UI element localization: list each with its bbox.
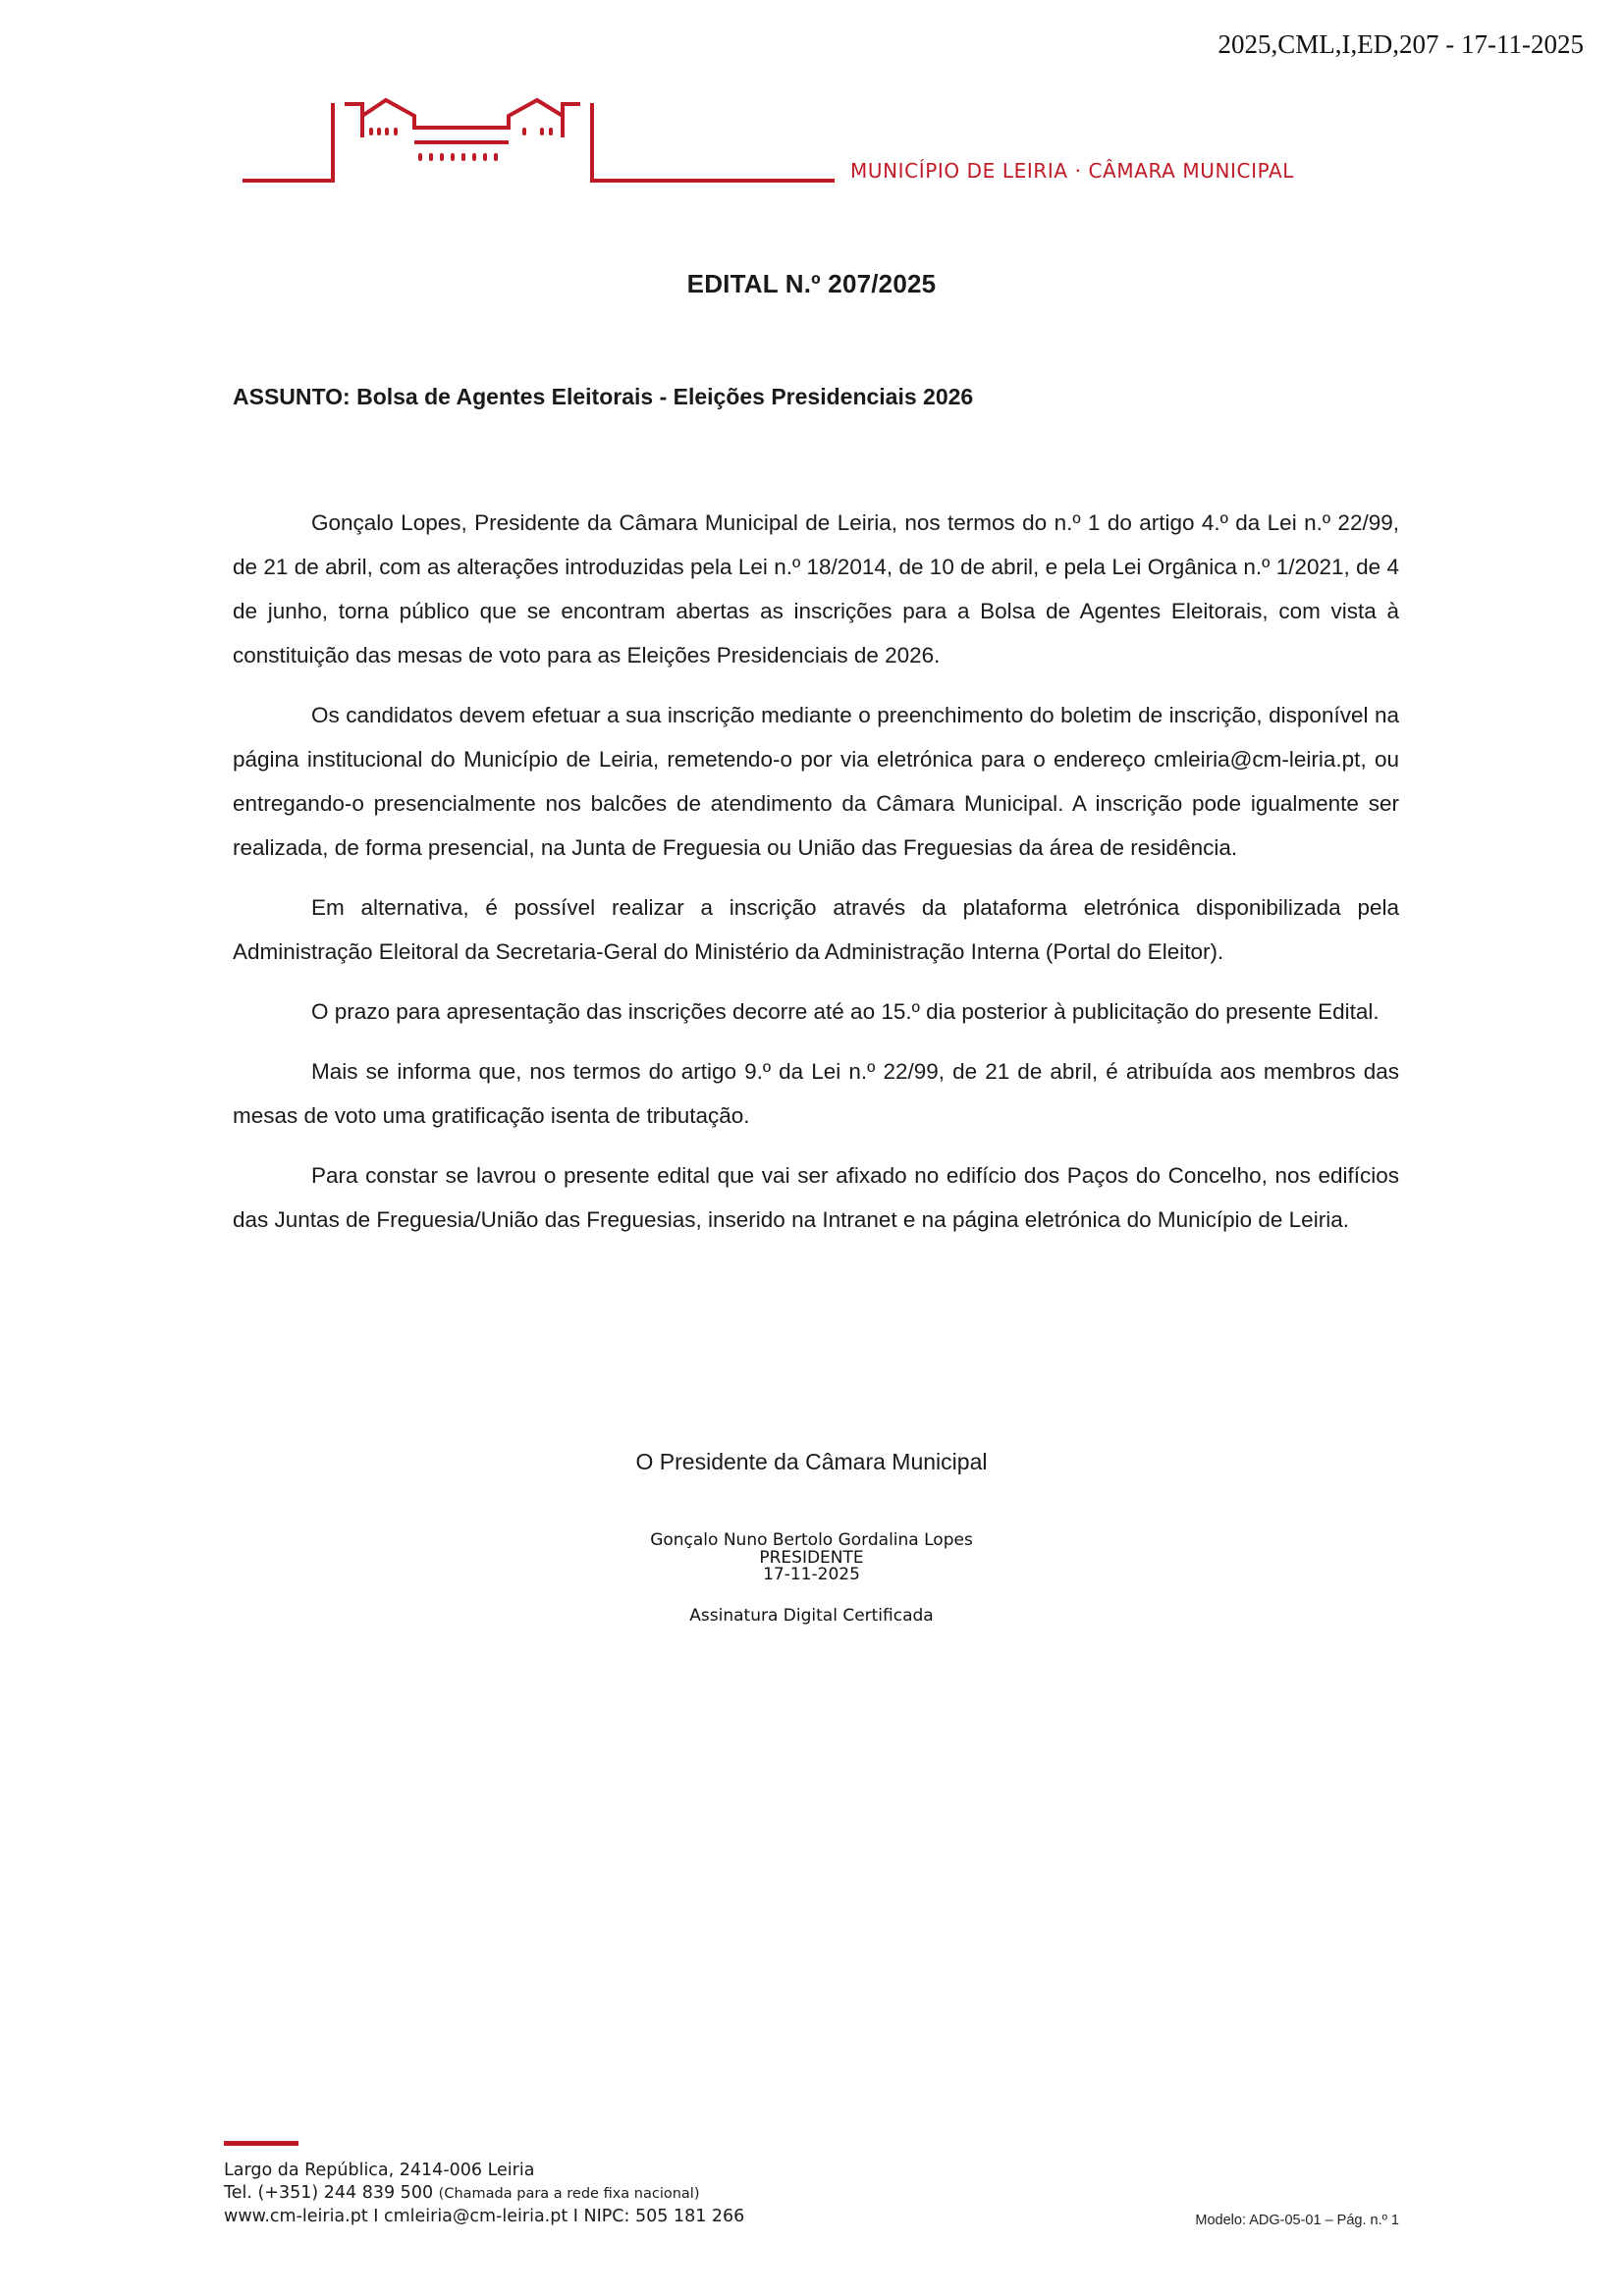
town-hall-building-logo-icon xyxy=(0,0,1623,226)
digital-signature-block xyxy=(0,1532,1623,1625)
body-paragraph: Mais se informa que, nos termos do artigo 9.º da Lei n.º 22/99, de 21 de abril, é atribuída aos membros das mesas de voto uma gratificação isenta de tributação. xyxy=(233,1059,1399,1128)
subject-label: ASSUNTO xyxy=(233,384,344,409)
page-model-number: Modelo: ADG-05-01 – Pág. n.º 1 xyxy=(1195,2213,1399,2228)
edital-title: EDITAL N.º 207/2025 xyxy=(686,269,937,298)
municipality-brand-text: MUNICÍPIO DE LEIRIA · CÂMARA MUNICIPAL xyxy=(850,159,1295,183)
footer-divider xyxy=(224,2141,298,2146)
footer-phone-line xyxy=(224,2182,744,2206)
signatory-name: Gonçalo Nuno Bertolo Gordalina Lopes xyxy=(650,1530,973,1550)
footer-phone-note: (Chamada para a rede fixa nacional) xyxy=(438,2186,700,2202)
footer-contacts xyxy=(224,2160,744,2228)
body-paragraph: Gonçalo Lopes, Presidente da Câmara Municipal de Leiria, nos termos do n.º 1 do artigo 4.º da Lei n.º 22/99, de 21 de abril, com as alterações introduzidas pela Lei n.º 18/2014, de 10 de abril, e pela Lei Orgânica n.º 1/2021, de 4 de junho, torna público que se encontram abertas as inscrições para a Bolsa de Agentes Eleitorais, com vista à constituição das mesas de voto para as Eleições Presidenciais de 2026. xyxy=(233,510,1399,667)
signatory-role: PRESIDENTE xyxy=(759,1547,864,1568)
body-paragraph: Em alternativa, é possível realizar a inscrição através da plataforma eletrónica disponibilizada pela Administração Eleitoral da Secretaria-Geral do Ministério da Administração Interna (Portal do Eleitor). xyxy=(233,895,1399,964)
subject-line xyxy=(233,384,973,410)
footer-phone: Tel. (+351) 244 839 500 xyxy=(224,2183,434,2203)
body-paragraph: Para constar se lavrou o presente edital que vai ser afixado no edifício dos Paços do Concelho, nos edifícios das Juntas de Freguesia/União das Freguesias, inserido na Intranet e na página eletrónica do Município de Leiria. xyxy=(233,1163,1399,1232)
subject-text: : Bolsa de Agentes Eleitorais - Eleições Presidenciais 2026 xyxy=(343,384,974,409)
document-reference: 2025,CML,I,ED,207 - 17-11-2025 xyxy=(1217,29,1584,59)
body-paragraph: O prazo para apresentação das inscrições decorre até ao 15.º dia posterior à publicitação do presente Edital. xyxy=(311,999,1380,1024)
signature-certification: Assinatura Digital Certificada xyxy=(689,1605,934,1626)
signature-date: 17-11-2025 xyxy=(763,1565,860,1584)
document-body xyxy=(233,501,1399,1257)
body-paragraph: Os candidatos devem efetuar a sua inscrição mediante o preenchimento do boletim de inscrição, disponível na página institucional do Município de Leiria, remetendo-o por via eletrónica para o endereço cmleiria@cm-leiria.pt, ou entregando-o presencialmente nos balcões de atendimento da Câmara Municipal. A inscrição pode igualmente ser realizada, de forma presencial, na Junta de Freguesia ou União das Freguesias da área de residência. xyxy=(233,703,1399,860)
footer-address: Largo da República, 2414-006 Leiria xyxy=(224,2161,535,2180)
footer-web-email-nipc: www.cm-leiria.pt I cmleiria@cm-leiria.pt I NIPC: 505 181 266 xyxy=(224,2207,745,2226)
closing-line: O Presidente da Câmara Municipal xyxy=(635,1449,988,1474)
